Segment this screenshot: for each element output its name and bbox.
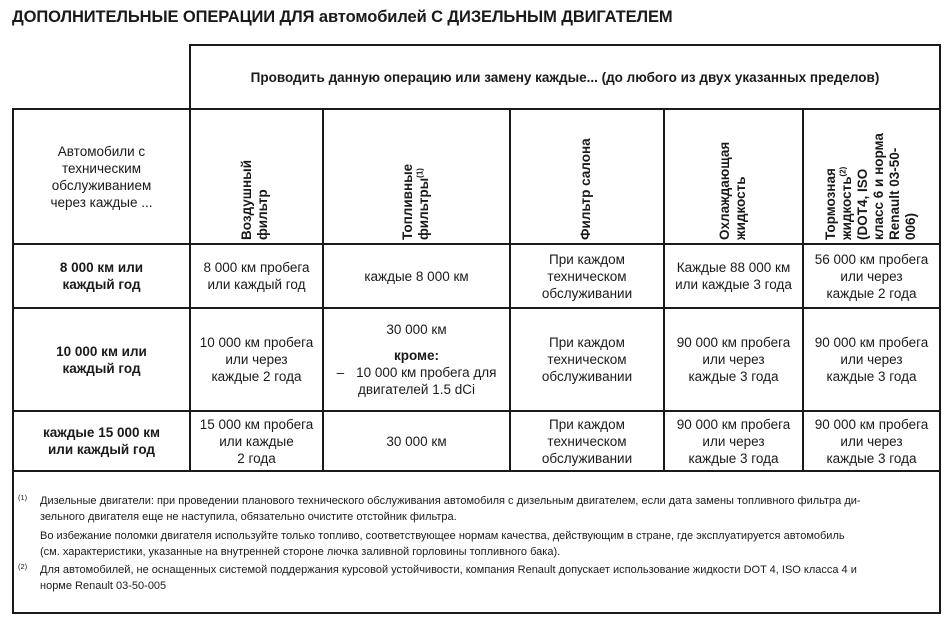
row-header-line: Автомобили с xyxy=(57,143,146,159)
header-span xyxy=(191,46,939,108)
table-cell-coolant: 90 000 км пробега или через каждые 3 года xyxy=(676,416,791,466)
table-cell-fuel-filter: каждые 8 000 км xyxy=(364,268,469,284)
footnote-2-marker: (2) xyxy=(18,562,28,571)
column-header-air-filter: Воздушный фильтр xyxy=(239,159,270,240)
header-span-text: Проводить данную операцию или замену каждые... (до любого из двух указанных пределов) xyxy=(250,69,880,85)
table-row-label: 8 000 км или каждый год xyxy=(59,260,144,292)
table-cell-coolant: 90 000 км пробега или через каждые 3 года xyxy=(676,335,791,384)
table-cell-fuel-filter: 30 000 км xyxy=(386,433,447,449)
dash: – xyxy=(336,365,345,380)
footnote-ref-2: (2) xyxy=(838,166,848,177)
table-cell-cabin-filter: При каждом техническом обслуживании xyxy=(541,251,633,301)
footnote-ref-1: (1) xyxy=(415,168,425,178)
table-row-label: каждые 15 000 км или каждый год xyxy=(43,425,160,457)
footnote-2: Для автомобилей, не оснащенных системой поддержания курсовой устойчивости, компания Renault допускает использование жидкости DOT 4, ISO класса 4 и норме Renault 03-50-005 xyxy=(40,564,857,592)
table-cell-coolant: Каждые 88 000 км или каждые 3 года xyxy=(675,260,792,292)
table-cell-brake-fluid: 56 000 км пробега или через каждые 2 года xyxy=(814,251,929,301)
row-header-line: техническим xyxy=(61,160,141,176)
row-header-line: обслуживанием xyxy=(51,177,152,193)
table-cell-cabin-filter: При каждом техническом обслуживании xyxy=(541,416,633,466)
table-cell-brake-fluid: 90 000 км пробега или через каждые 3 года xyxy=(814,416,929,466)
table-cell-cabin-filter: При каждом техническом обслуживании xyxy=(541,335,633,384)
column-header-cabin-filter: Фильтр салона xyxy=(578,138,593,240)
table-cell-air-filter: 8 000 км пробега или каждый год xyxy=(203,260,310,292)
footnote-1-paragraph-2: Во избежание поломки двигателя используйте только топливо, соответствующее нормам качества, действующим в стране, где эксплуатируется автомобиль (см. характеристики, указанные на внутренней стороне лючка заливной горловины топливного бака). xyxy=(40,530,845,558)
footnote-1-marker: (1) xyxy=(18,493,28,502)
column-header-fuel-filter: Топливные фильтры$^{(1)}$ xyxy=(400,163,431,240)
row-header-line: через каждые ... xyxy=(50,194,153,210)
row-header-label xyxy=(14,110,189,243)
column-header-brake-fluid: Тормозная жидкость$^{(2)}$ (DOT4, ISO класс 6 и норма Renault 03-50- 006) xyxy=(823,133,918,240)
table-cell-brake-fluid: 90 000 км пробега или через каждые 3 года xyxy=(814,335,929,384)
column-header-coolant: Охлаждающая жидкость xyxy=(717,141,748,240)
footnote-1-paragraph-1: Дизельные двигатели: при проведении планового технического обслуживания автомобиля с дизельным двигателем, если дата замены топливного фильтра ди- зельного двигателя еще не наступила, обязательно очистите отстойник фильтра. xyxy=(40,495,861,523)
table-cell-air-filter: 10 000 км пробега или через каждые 2 года xyxy=(199,335,314,384)
page-title: ДОПОЛНИТЕЛЬНЫЕ ОПЕРАЦИИ ДЛЯ автомобилей С ДИЗЕЛЬНЫМ ДВИГАТЕЛЕМ xyxy=(12,8,673,26)
table-cell-air-filter: 15 000 км пробега или каждые 2 года xyxy=(199,416,314,466)
table-row-label: 10 000 км или каждый год xyxy=(56,343,147,376)
table-cell-fuel-filter: 30 000 км кроме: – 10 000 км пробега для двигателей 1.5 dCi xyxy=(336,322,497,397)
